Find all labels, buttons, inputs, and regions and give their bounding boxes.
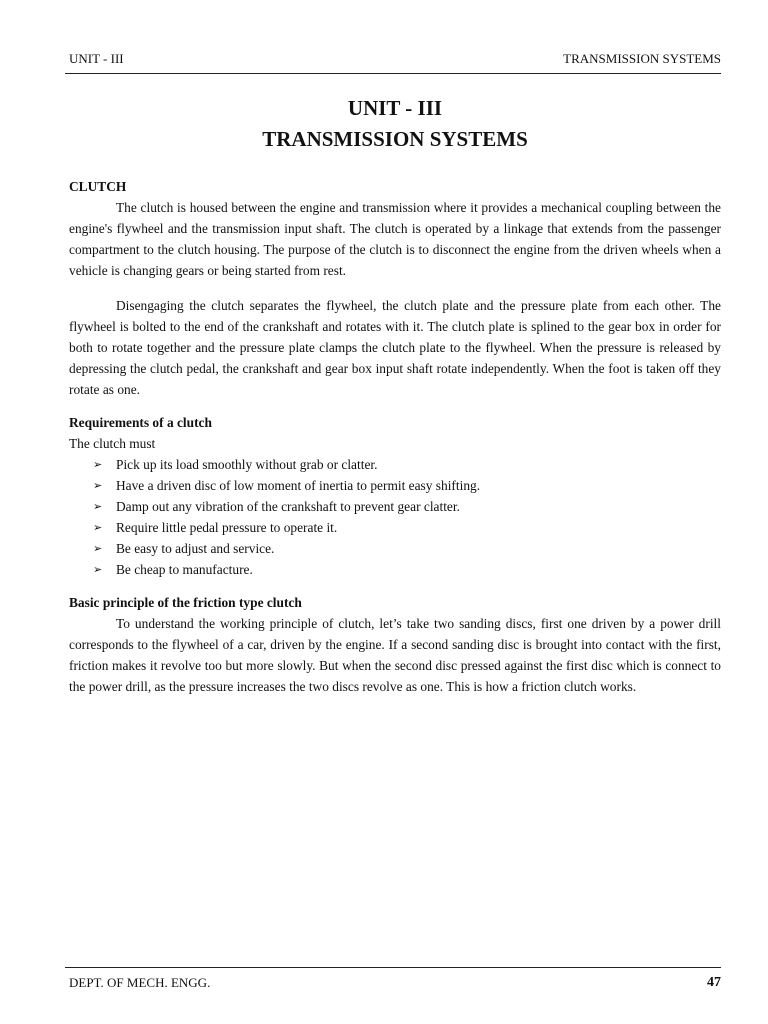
list-item-text: Require little pedal pressure to operate it. (116, 520, 338, 535)
requirements-list (69, 454, 721, 580)
list-item-text: Pick up its load smoothly without grab or clatter. (116, 457, 378, 472)
page-footer (69, 973, 721, 993)
requirements-intro: The clutch must (69, 436, 156, 451)
friction-heading: Basic principle of the friction type clutch (69, 595, 302, 610)
clutch-heading: CLUTCH (69, 179, 127, 194)
arrow-bullet-icon: ➢ (93, 542, 103, 555)
arrow-bullet-icon: ➢ (93, 521, 103, 534)
friction-paragraph: To understand the working principle of clutch, let’s take two sanding discs, first one driven by a power drill corresponds to the flywheel of a car, driven by the engine. If a second sanding disc is brought into contact with the first, friction makes it revolve too but more slowly. But when the second disc pressed against the first disc which is connect to the power drill, as the pressure increases the two discs revolve as one. This is how a friction clutch works. (69, 616, 721, 694)
page-title (69, 93, 721, 155)
title-topic: TRANSMISSION SYSTEMS (262, 127, 528, 151)
list-item-text: Damp out any vibration of the crankshaft to prevent gear clatter. (116, 499, 460, 514)
header-unit-label: UNIT - III (69, 51, 124, 66)
list-item-text: Be cheap to manufacture. (116, 562, 253, 577)
list-item (69, 475, 721, 496)
list-item (69, 496, 721, 517)
document-page (69, 0, 721, 1024)
arrow-bullet-icon: ➢ (93, 500, 103, 513)
footer-rule (65, 967, 721, 968)
header-topic-label: TRANSMISSION SYSTEMS (563, 51, 721, 66)
list-item (69, 538, 721, 559)
arrow-bullet-icon: ➢ (93, 563, 103, 576)
running-header (69, 50, 721, 68)
list-item (69, 454, 721, 475)
list-item (69, 517, 721, 538)
clutch-paragraph-2: Disengaging the clutch separates the flywheel, the clutch plate and the pressure plate from each other. The flywheel is bolted to the end of the crankshaft and rotates with it. The clutch plate is splined to the gear box in order for both to rotate together and the pressure plate clamps the clutch plate to the flywheel. When the pressure is released by depressing the clutch pedal, the crankshaft and gear box input shaft rotate independently. When the foot is taken off they rotate as one. (69, 298, 721, 397)
title-unit: UNIT - III (347, 96, 443, 120)
footer-department: DEPT. OF MECH. ENGG. (69, 975, 211, 990)
requirements-heading: Requirements of a clutch (69, 415, 212, 430)
page-number: 47 (707, 975, 721, 990)
header-rule (65, 73, 721, 74)
document-body (69, 176, 721, 697)
list-item-text: Have a driven disc of low moment of inertia to permit easy shifting. (116, 478, 481, 493)
clutch-paragraph-1: The clutch is housed between the engine and transmission where it provides a mechanical coupling between the engine's flywheel and the transmission input shaft. The clutch is operated by a linkage that extends from the passenger compartment to the clutch housing. The purpose of the clutch is to disconnect the engine from the driven wheels when a vehicle is changing gears or being started from rest. (69, 200, 721, 278)
arrow-bullet-icon: ➢ (93, 479, 103, 492)
list-item-text: Be easy to adjust and service. (116, 541, 275, 556)
list-item (69, 559, 721, 580)
arrow-bullet-icon: ➢ (93, 458, 103, 471)
